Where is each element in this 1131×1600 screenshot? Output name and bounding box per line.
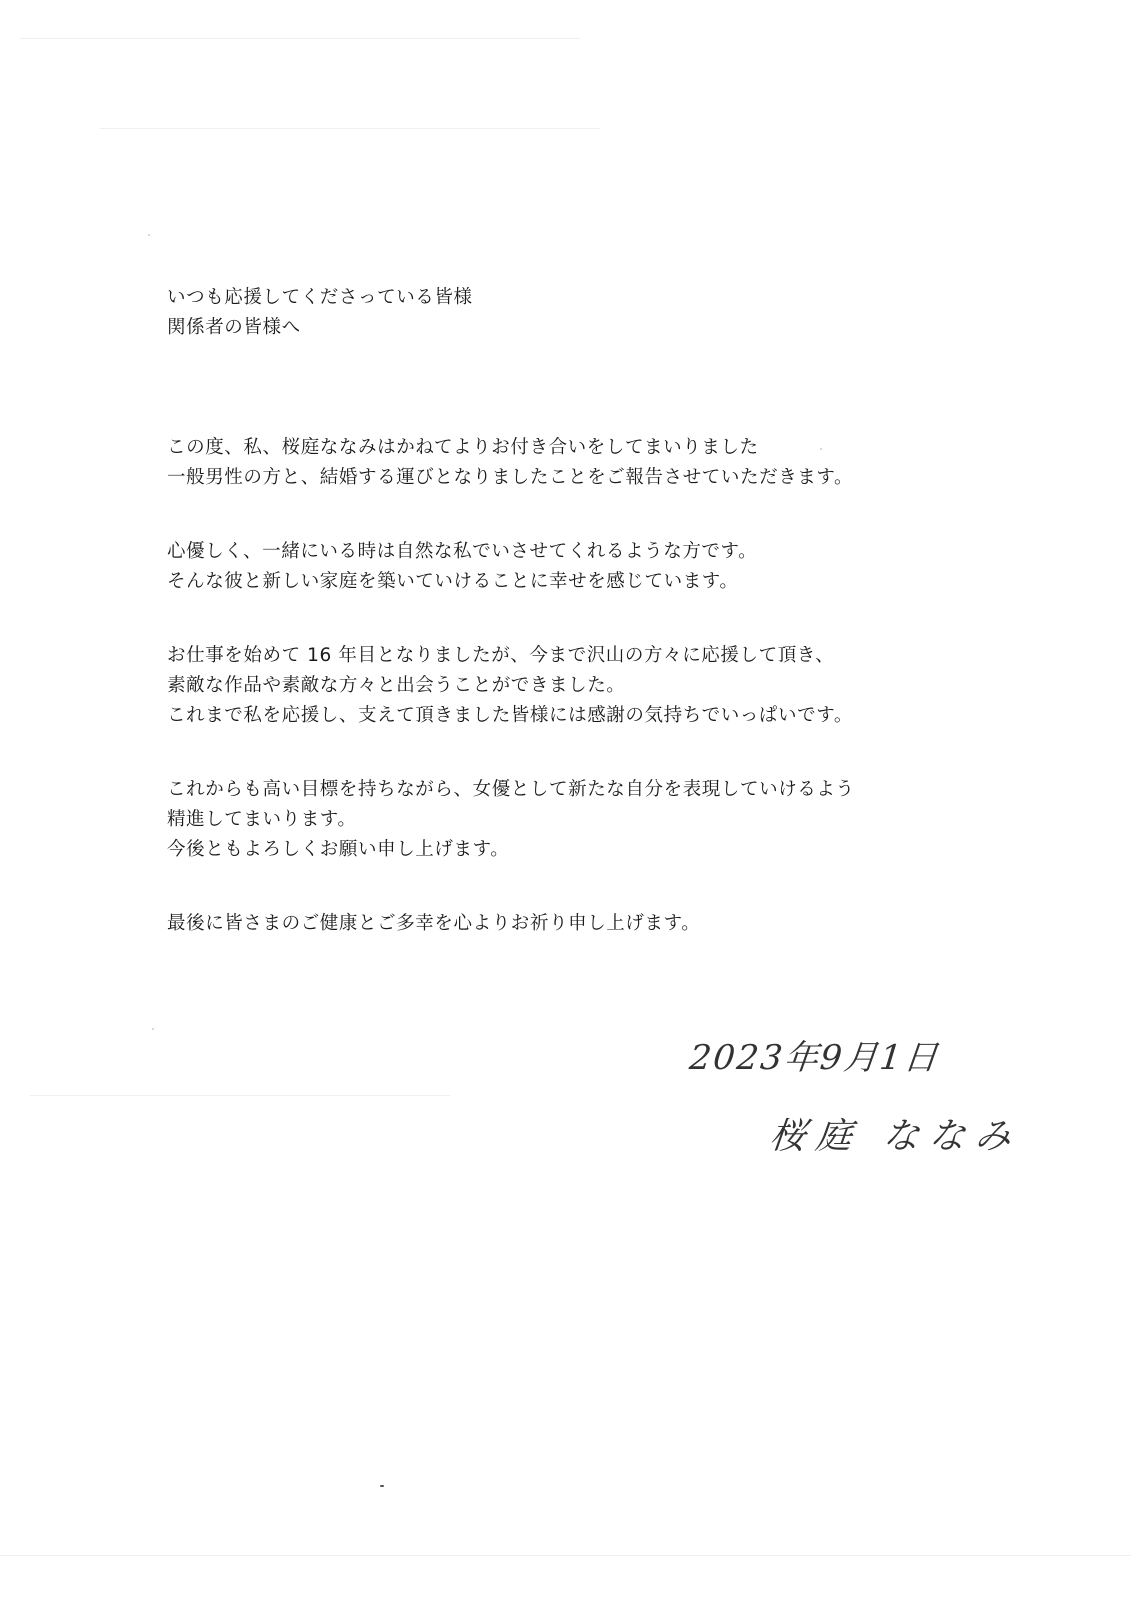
paragraph-line: 最後に皆さまのご健康とご多幸を心よりお祈り申し上げます。: [167, 913, 701, 934]
paragraph-line: お仕事を始めて 16 年目となりましたが、今まで沢山の方々に応援して頂き、: [167, 645, 835, 666]
scan-speck: [380, 1485, 384, 1487]
letter-body: [167, 283, 1067, 939]
paragraph-line: 素敵な作品や素敵な方々と出会うことができました。: [167, 675, 626, 696]
paragraph-line: これまで私を応援し、支えて頂きました皆様には感謝の気持ちでいっぱいです。: [167, 705, 853, 726]
paragraph-line: 精進してまいります。: [167, 809, 357, 830]
scan-artifact: [30, 1095, 450, 1096]
salutation-line: いつも応援してくださっている皆様: [167, 287, 473, 308]
paragraph-line: 一般男性の方と、結婚する運びとなりましたことをご報告させていただきます。: [167, 467, 854, 488]
signature-date: 2023年9月1日: [687, 1038, 942, 1078]
paragraph-line: この度、私、桜庭ななみはかねてよりお付き合いをしてまいりました: [167, 437, 759, 458]
scan-artifact: [0, 1555, 1131, 1556]
scan-speck: [152, 1028, 154, 1030]
scan-artifact: [100, 128, 600, 129]
scan-speck: [148, 234, 150, 236]
handwritten-signature: [687, 1030, 1024, 1160]
paragraph-line: そんな彼と新しい家庭を築いていけることに幸せを感じています。: [167, 571, 739, 592]
scan-artifact: [20, 38, 580, 39]
paragraph-line: 心優しく、一緒にいる時は自然な私でいさせてくれるような方です。: [167, 541, 758, 562]
paragraph-line: これからも高い目標を持ちながら、女優として新たな自分を表現していけるよう: [167, 779, 855, 800]
paragraph-line: 今後ともよろしくお願い申し上げます。: [167, 839, 510, 860]
signature-name: 桜庭 ななみ: [767, 1116, 1024, 1157]
salutation-line: 関係者の皆様へ: [167, 317, 301, 338]
